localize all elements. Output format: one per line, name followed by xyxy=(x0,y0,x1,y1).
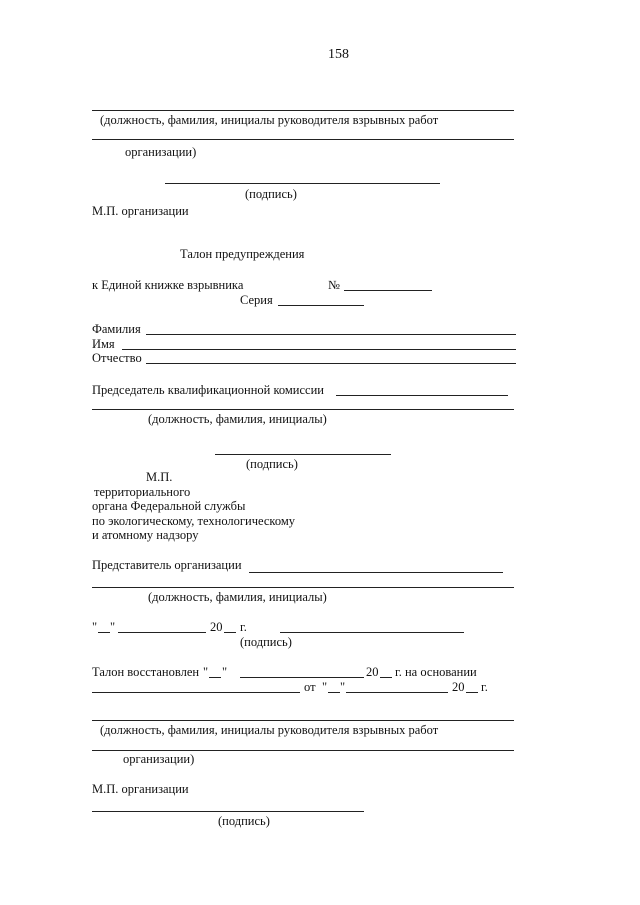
org-rep-label: Представитель организации xyxy=(92,558,242,572)
date-year-field[interactable] xyxy=(224,632,236,633)
chair-signature-line[interactable] xyxy=(215,454,391,455)
org-rep-signature-caption: (подпись) xyxy=(240,635,292,649)
restored-day-field[interactable] xyxy=(209,677,221,678)
head-position-line-2[interactable] xyxy=(92,139,514,140)
foot-signature-caption: (подпись) xyxy=(218,814,270,828)
date-quote-open: " xyxy=(92,620,98,634)
restored-basis-text: г. на основании xyxy=(395,665,477,679)
date-year-suffix: г. xyxy=(240,620,247,634)
date-month-field[interactable] xyxy=(118,632,206,633)
restored-quote-open: " xyxy=(203,665,209,679)
patronymic-label: Отчество xyxy=(92,351,142,365)
chair-position-caption: (должность, фамилия, инициалы) xyxy=(148,412,327,426)
foot-position-line[interactable] xyxy=(92,720,514,721)
number-label: № xyxy=(328,278,340,292)
restored-from-day-field[interactable] xyxy=(328,692,340,693)
restored-year-field[interactable] xyxy=(380,677,392,678)
head-stamp-caption: М.П. организации xyxy=(92,204,189,218)
restored-month-field[interactable] xyxy=(240,677,364,678)
date-day-field[interactable] xyxy=(98,632,110,633)
head-position-line[interactable] xyxy=(92,110,514,111)
book-label: к Единой книжке взрывника xyxy=(92,278,244,292)
number-field[interactable] xyxy=(344,290,432,291)
restored-from-month-field[interactable] xyxy=(346,692,448,693)
foot-position-caption-1: (должность, фамилия, инициалы руководителя взрывных работ xyxy=(100,723,439,737)
head-position-caption-2: организации) xyxy=(125,145,197,159)
stamp-line: органа Федеральной службы xyxy=(92,499,246,513)
org-rep-position-caption: (должность, фамилия, инициалы) xyxy=(148,590,327,604)
series-label: Серия xyxy=(240,293,273,307)
foot-position-caption-2: организации) xyxy=(123,752,195,766)
org-rep-position-line[interactable] xyxy=(92,587,514,588)
restored-label: Талон восстановлен xyxy=(92,665,200,679)
chair-field[interactable] xyxy=(336,395,508,396)
date-quote-close: " xyxy=(110,620,116,634)
patronymic-field[interactable] xyxy=(146,363,516,364)
page-number: 158 xyxy=(328,47,349,62)
restored-year-prefix: 20 xyxy=(366,665,379,679)
series-field[interactable] xyxy=(278,305,364,306)
stamp-line: по экологическому, технологическому xyxy=(92,514,296,528)
chair-signature-caption: (подпись) xyxy=(246,457,298,471)
restored-year2-prefix: 20 xyxy=(452,680,465,694)
restored-basis-field[interactable] xyxy=(92,692,300,693)
name-label: Имя xyxy=(92,337,115,351)
restored-from-quote-close: " xyxy=(340,680,346,694)
org-rep-field[interactable] xyxy=(249,572,503,573)
head-position-caption-1: (должность, фамилия, инициалы руководителя взрывных работ xyxy=(100,113,439,127)
restored-quote-close: " xyxy=(222,665,228,679)
chair-label: Председатель квалификационной комиссии xyxy=(92,383,324,397)
name-field[interactable] xyxy=(122,349,516,350)
foot-stamp-caption: М.П. организации xyxy=(92,782,189,796)
head-signature-line[interactable] xyxy=(165,183,440,184)
foot-position-line-2[interactable] xyxy=(92,750,514,751)
restored-year2-field[interactable] xyxy=(466,692,478,693)
restored-from-quote-open: " xyxy=(322,680,328,694)
org-rep-signature-line[interactable] xyxy=(280,632,464,633)
date-year-prefix: 20 xyxy=(210,620,223,634)
restored-year2-suffix: г. xyxy=(481,680,488,694)
stamp-line: М.П. xyxy=(146,470,173,484)
restored-from-label: от xyxy=(304,680,316,694)
stamp-line: территориального xyxy=(94,485,191,499)
stamp-line: и атомному надзору xyxy=(92,528,199,542)
foot-signature-line[interactable] xyxy=(92,811,364,812)
surname-field[interactable] xyxy=(146,334,516,335)
talon-title: Талон предупреждения xyxy=(180,247,305,261)
chair-position-line[interactable] xyxy=(92,409,514,410)
head-signature-caption: (подпись) xyxy=(245,187,297,201)
surname-label: Фамилия xyxy=(92,322,141,336)
